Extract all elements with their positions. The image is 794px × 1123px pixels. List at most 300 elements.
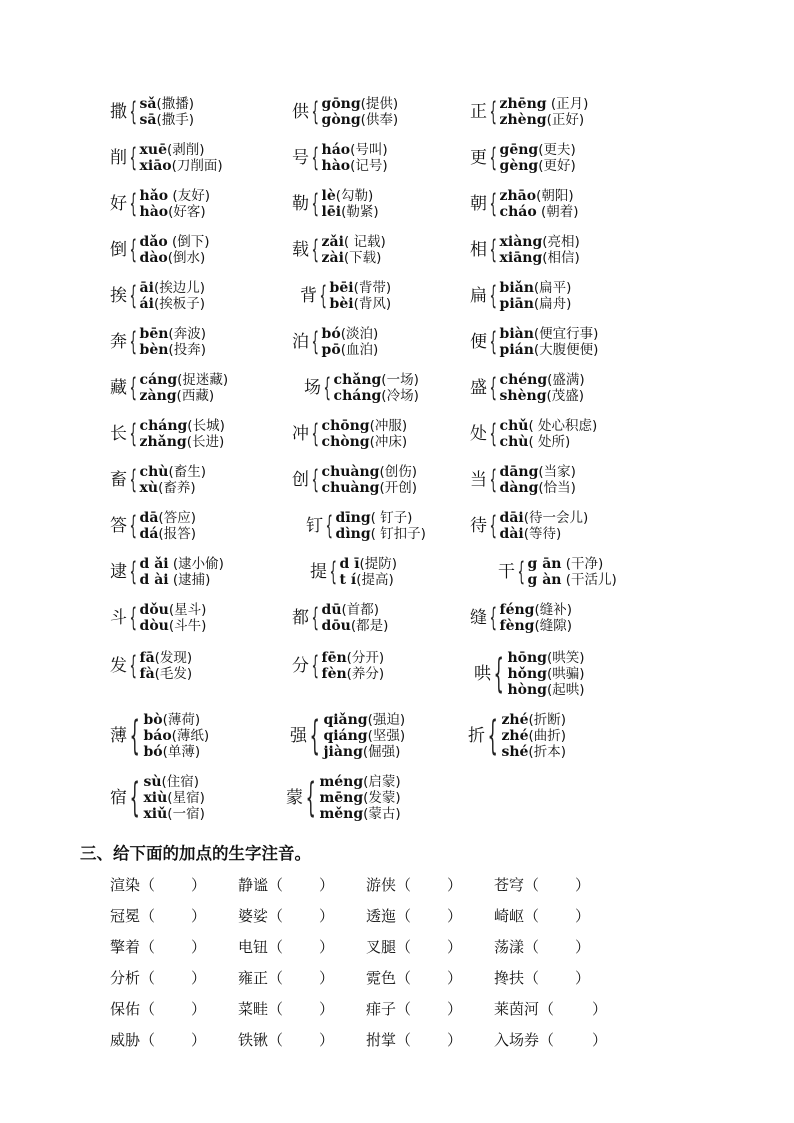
pinyin: fèng [499,618,535,634]
reading-line [140,572,224,588]
entry-character: 缝 [470,608,487,628]
fill-item-word: 婆娑（ [238,907,284,925]
fill-item [238,874,334,896]
entry-character: 好 [110,194,127,214]
entry-character: 斗 [110,608,127,628]
example-word: (刀削面) [171,158,223,174]
example-word: (提供) [360,96,399,112]
pinyin-entry [470,142,576,174]
example-word: (缝隙) [534,618,572,634]
reading-line [500,158,576,174]
pinyin: biǎn [499,280,534,296]
reading-line [322,250,386,266]
pinyin: xiāng [499,250,543,266]
reading-line [500,280,572,296]
pinyin-entry [470,326,598,358]
fill-item [366,905,462,927]
example-word: (茂盛) [546,388,585,404]
reading-list [140,510,196,542]
pinyin-entry [110,556,224,588]
fill-item [494,1029,607,1051]
entry-character: 号 [292,148,309,168]
pinyin-entry [292,234,386,266]
entry-character: 供 [292,102,309,122]
brace-icon: { [489,465,497,495]
pinyin-entry [498,556,617,588]
pinyin-entry [474,650,584,698]
close-paren: ） [319,876,335,894]
pinyin: d ǎi [139,556,169,572]
example-word: (开创) [379,480,418,496]
pinyin: d ī [339,556,360,572]
entry-character: 削 [110,148,127,168]
reading-line [322,326,379,342]
reading-line [322,666,385,682]
example-word: (冲服) [369,418,408,434]
example-word: ( 处所) [528,434,571,450]
example-word: (分开) [346,650,385,666]
entry-character: 挨 [110,286,127,306]
close-paren: ） [319,1031,335,1049]
brace-icon: { [305,775,316,821]
pinyin: bēi [329,280,354,296]
reading-line [323,712,405,728]
pinyin: hǒng [507,666,547,682]
close-paren: ） [319,969,335,987]
pinyin-entry [306,510,426,542]
example-word: (蒙古) [363,806,401,822]
brace-icon: { [311,465,319,495]
pinyin: xù [139,480,159,496]
reading-list [500,510,589,542]
reading-line [140,342,206,358]
reading-line [500,464,576,480]
reading-line [500,142,576,158]
example-word: (扁舟) [533,296,572,312]
reading-line [500,510,589,526]
pinyin-entry [292,96,398,128]
pinyin: méng [319,774,364,790]
fill-item [366,967,462,989]
example-word: (一场) [381,372,419,388]
pinyin-entry [110,280,205,312]
brace-icon: { [129,235,137,265]
example-word: (大腹便便) [533,342,599,358]
pinyin: cháng [139,418,188,434]
example-word: (血泊) [340,342,379,358]
example-word: (强迫) [367,712,406,728]
pinyin: chōng [321,418,370,434]
fill-item-word: 荡漾（ [494,938,540,956]
pinyin: g ān [527,556,562,572]
brace-icon: { [489,327,497,357]
reading-line [323,744,405,760]
example-word: (长城) [187,418,225,434]
example-word: (背风) [353,296,392,312]
brace-icon: { [489,235,497,265]
pinyin: bèn [139,342,169,358]
pinyin: gēng [499,142,539,158]
reading-line [143,744,209,760]
entry-character: 答 [110,516,127,536]
reading-line [140,480,206,496]
pinyin-entry [470,280,571,312]
fill-item [494,967,590,989]
reading-list [334,372,419,404]
pinyin-entry [110,650,192,682]
reading-list [140,602,207,634]
reading-list [500,372,585,404]
example-word: (住宿) [161,774,200,790]
pinyin: chǔ [499,418,529,434]
example-word: (正好) [546,112,585,128]
entry-character: 逮 [110,562,127,582]
reading-line [322,142,388,158]
close-paren: ） [319,1000,335,1018]
reading-list [500,280,572,312]
reading-line [140,112,195,128]
brace-icon: { [129,189,137,219]
pinyin-entry [292,188,379,220]
pinyin-entry [470,234,580,266]
entry-character: 当 [470,470,487,490]
entry-character: 朝 [470,194,487,214]
pinyin: chéng [499,372,548,388]
close-paren: ） [575,969,591,987]
pinyin: cáng [139,372,178,388]
pinyin: gòng [321,112,361,128]
pinyin-entry [292,602,388,634]
fill-item [110,967,206,989]
pinyin-entry [470,464,576,496]
example-word: (单薄) [162,744,201,760]
pinyin-entry [286,774,401,822]
fill-item-word: 痱子（ [366,1000,412,1018]
reading-line [140,204,210,220]
close-paren: ） [447,1031,463,1049]
reading-line [322,480,417,496]
entry-character: 正 [470,102,487,122]
brace-icon: { [311,143,319,173]
reading-line [322,158,388,174]
entry-character: 宿 [110,788,127,808]
pinyin: dài [499,526,524,542]
reading-list [500,188,579,220]
pinyin: hōng [507,650,547,666]
pinyin: dǎo [139,234,168,250]
example-word: (畜养) [158,480,196,496]
brace-icon: { [129,775,140,821]
pinyin: zhēng [499,96,547,112]
pinyin-entry [110,418,225,450]
entry-character: 冲 [292,424,309,444]
reading-line [322,650,385,666]
fill-item [366,998,462,1020]
example-word: (奔波) [168,326,206,342]
fill-item [366,1029,462,1051]
reading-list [322,96,399,128]
fill-item-word: 莱茵河（ [494,1000,555,1018]
reading-line [143,728,209,744]
pinyin: hǎo [139,188,169,204]
reading-line [140,96,195,112]
example-word: (星斗) [168,602,207,618]
close-paren: ） [191,907,207,925]
reading-line [500,418,598,434]
close-paren: ） [592,1031,608,1049]
reading-line [140,510,196,526]
pinyin: āi [139,280,154,296]
pinyin: zǎi [321,234,344,250]
reading-list [507,650,584,698]
example-word: (缝补) [534,602,572,618]
close-paren: ） [447,907,463,925]
reading-line [500,250,580,266]
pinyin: bēn [139,326,169,342]
fill-item [494,905,590,927]
pinyin: dāng [499,464,539,480]
example-word: (畜生) [168,464,206,480]
reading-line [143,806,204,822]
entry-character: 泊 [292,332,309,352]
reading-line [140,326,206,342]
close-paren: ） [447,969,463,987]
reading-line [140,556,224,572]
pinyin-entry [110,464,206,496]
brace-icon: { [129,97,137,127]
pinyin: dā [139,510,159,526]
pinyin: pō [321,342,341,358]
entry-character: 钉 [306,516,323,536]
example-word: (正月) [546,96,589,112]
example-word: ( 钉子) [370,510,413,526]
example-word: (冷场) [381,388,419,404]
fill-row [110,998,630,1020]
reading-line [500,234,580,250]
example-word: (首都) [341,602,380,618]
reading-line [500,526,589,542]
reading-list [500,326,599,358]
example-word: (挨边儿) [153,280,205,296]
fill-item [238,936,334,958]
reading-line [330,296,392,312]
close-paren: ） [575,876,591,894]
example-word: (朝阳) [536,188,574,204]
pinyin: fà [139,666,155,682]
example-word: (投奔) [168,342,206,358]
reading-line [330,280,392,296]
example-word: (折本) [528,744,566,760]
fill-item-word: 静谧（ [238,876,284,894]
reading-line [140,280,205,296]
fill-item-word: 擎着（ [110,938,156,956]
reading-list [322,418,408,450]
reading-line [140,250,210,266]
example-word: ( 记载) [343,234,386,250]
fill-item-word: 铁锹（ [238,1031,284,1049]
pinyin-entry [110,372,228,404]
pinyin: féng [499,602,535,618]
example-word: (撒手) [156,112,195,128]
reading-line [140,618,207,634]
reading-list [500,464,576,496]
brace-icon: { [329,557,337,587]
example-word: (哄骗) [546,666,585,682]
brace-icon: { [311,327,319,357]
reading-line [322,342,379,358]
example-word: (恰当) [538,480,576,496]
example-word: (薄荷) [162,712,201,728]
fill-item-word: 威胁（ [110,1031,156,1049]
pinyin: báo [143,728,172,744]
pinyin: ái [139,296,154,312]
pinyin: zàng [139,388,177,404]
example-word: (一宿) [167,806,205,822]
entry-character: 相 [470,240,487,260]
brace-icon: { [311,603,319,633]
reading-line [140,188,210,204]
pinyin: bèi [329,296,354,312]
example-word: (供奉) [360,112,399,128]
brace-icon: { [129,465,137,495]
pinyin: zhāo [499,188,537,204]
reading-line [501,744,566,760]
pinyin-entry [470,372,585,404]
entry-character: 倒 [110,240,127,260]
pinyin: xiàng [499,234,543,250]
example-word: (毛发) [154,666,193,682]
fill-item [494,998,607,1020]
pinyin: qiǎng [323,712,368,728]
close-paren: ） [447,876,463,894]
example-word: (折断) [528,712,567,728]
close-paren: ） [592,1000,608,1018]
brace-icon: { [325,511,333,541]
reading-line [322,434,408,450]
fill-item [366,936,462,958]
reading-line [319,790,400,806]
example-word: (倔强) [362,744,401,760]
reading-list [319,774,400,822]
close-paren: ） [191,938,207,956]
pinyin: měng [319,806,364,822]
reading-line [500,326,599,342]
pinyin-entry [470,418,597,450]
reading-line [500,204,579,220]
fill-item-word: 冠冕（ [110,907,156,925]
pinyin: pián [499,342,534,358]
pinyin-entry [110,326,206,358]
pinyin: mēng [319,790,364,806]
reading-line [322,618,389,634]
brace-icon: { [493,651,504,697]
example-word: (提防) [359,556,398,572]
entry-character: 勒 [292,194,309,214]
pinyin-entry [468,712,566,760]
brace-icon: { [517,557,525,587]
pinyin-entry [110,712,209,760]
example-word: (斗牛) [168,618,207,634]
pinyin: fèn [321,666,347,682]
pinyin: dōu [321,618,351,634]
pinyin-entry [292,418,407,450]
example-word: (淡泊) [340,326,379,342]
example-word: (养分) [346,666,385,682]
entry-character: 提 [310,562,327,582]
reading-list [140,418,225,450]
brace-icon: { [489,511,497,541]
entry-character: 载 [292,240,309,260]
reading-list [340,556,398,588]
reading-line [322,112,399,128]
example-word: (剥削) [166,142,205,158]
pinyin: sù [143,774,162,790]
entry-character: 更 [470,148,487,168]
reading-list [140,372,229,404]
fill-item-word: 拊掌（ [366,1031,412,1049]
pinyin: zhé [501,712,529,728]
fill-row [110,905,630,927]
reading-list [501,712,566,760]
example-word: (勾勒) [335,188,374,204]
brace-icon: { [129,651,137,681]
reading-list [322,188,379,220]
pinyin-entry [470,602,572,634]
reading-line [140,158,223,174]
entry-character: 畜 [110,470,127,490]
pinyin: chuàng [321,464,380,480]
example-word: (勒紧) [341,204,379,220]
pinyin: lè [321,188,336,204]
reading-line [336,526,426,542]
reading-list [322,602,389,634]
reading-line [323,728,405,744]
entry-character: 处 [470,424,487,444]
pinyin: bò [143,712,163,728]
reading-line [507,650,584,666]
pinyin-entry [110,234,210,266]
pinyin: dīng [335,510,371,526]
example-word: (发蒙) [363,790,401,806]
close-paren: ） [191,876,207,894]
pinyin-entry [110,774,205,822]
example-word: (干净) [561,556,604,572]
fill-item-word: 透迤（ [366,907,412,925]
pinyin: t í [339,572,357,588]
reading-list [140,142,223,174]
pinyin-entry [470,188,579,220]
brace-icon: { [309,713,320,759]
fill-item [238,905,334,927]
fill-item [110,874,206,896]
reading-list [140,234,210,266]
reading-line [340,572,398,588]
close-paren: ） [191,969,207,987]
example-word: ( 钉扣子) [370,526,426,542]
example-word: (启蒙) [363,774,401,790]
close-paren: ） [447,938,463,956]
pinyin: chǎng [333,372,382,388]
reading-line [528,556,617,572]
brace-icon: { [129,603,137,633]
reading-list [500,418,598,450]
pinyin: chù [499,434,529,450]
entry-character: 奔 [110,332,127,352]
example-word: (亮相) [542,234,580,250]
example-word: (长进) [186,434,225,450]
reading-line [322,602,389,618]
reading-line [140,666,193,682]
